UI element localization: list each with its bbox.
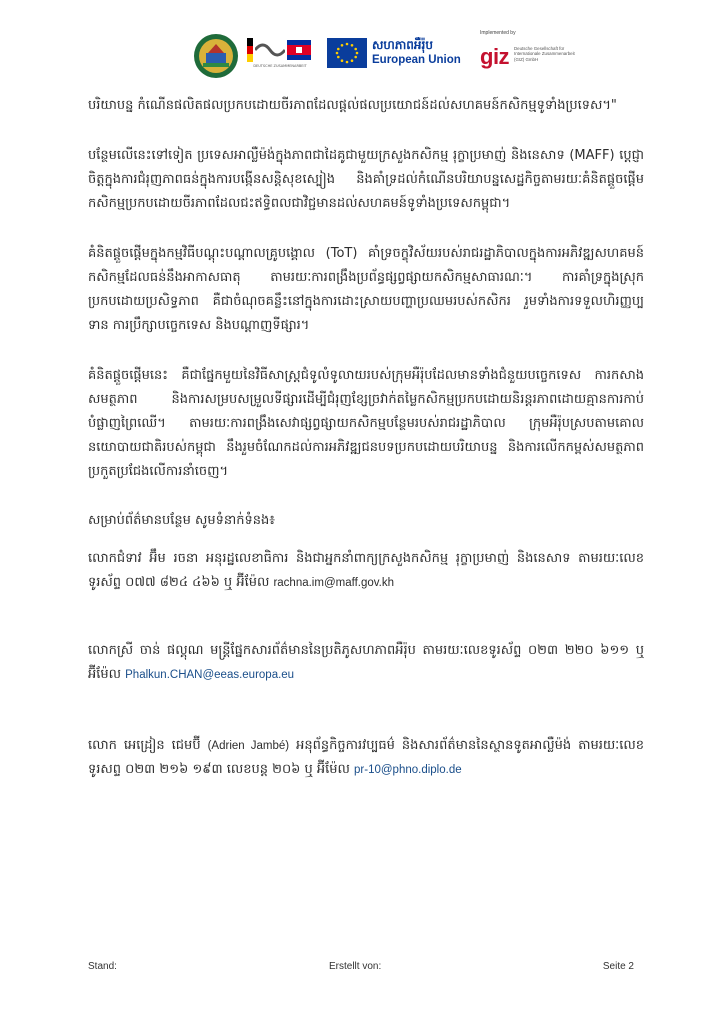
- german-flag-icon: [247, 38, 253, 62]
- paragraph-4: គំនិតផ្ដួចផ្ដើមនេះ គឺជាផ្នែកមួយនៃវិធីសាស្ត្រជំទូលំទូលាយរបស់ក្រុមអឺរ៉ុបដែលមានទាំងជំនួយបច្ចេកទេស ការកសាងសមត្ថភាព និងការសម្របសម្រួលទីផ្សារដើម្បីជំរុញខ្សែច្រវាក់តម្លៃកសិកម្មប្រកបដោយនិរន្តរភាពដោយគ្មានការកាប់បំផ្លាញព្រៃឈើ។ តាមរយៈការពង្រឹងសេវាផ្សព្វផ្សាយកសិកម្មបន្ថែមរបស់រាជរដ្ឋាភិបាល ក្រុមអឺរ៉ុបស្របតាមគោលនយោបាយជាតិរបស់កម្ពុជា នឹងរួមចំណែកដល់ការអភិវឌ្ឍជនបទប្រកបដោយបរិយាបន្ន និងការលើកកម្ពស់សមត្ថភាពប្រកួតប្រជែងលើការនាំចេញ។: [88, 368, 644, 479]
- german-cooperation-text: DEUTSCHE ZUSAMMENARBEIT: [253, 64, 307, 68]
- contact-maff-email[interactable]: rachna.im@maff.gov.kh: [273, 577, 395, 589]
- paragraph-1: បរិយាបន្ន កំណើនផលិតផលប្រកបដោយចីរភាពដែលផ្ដល់ផលប្រយោជន៍ដល់សហគមន៍កសិកម្មទូទាំងប្រទេស។": [88, 98, 617, 113]
- footer-page-number: Seite 2: [602, 961, 634, 972]
- contact-eu-text: លោកស្រី ចាន់ ផល្គុណ មន្ត្រីផ្នែកសារព័ត៌មាននៃប្រតិភូសហភាពអឺរ៉ុប តាមរយៈលេខទូរស័ព្ទ ០២៣ ២២០ ៦១១ ឬ អ៊ីម៉ែល: [88, 643, 644, 682]
- contact-heading: សម្រាប់ព័ត៌មានបន្ថែម សូមទំនាក់ទំនង៖: [88, 513, 276, 528]
- contact-eu-email-link[interactable]: Phalkun.CHAN@eeas.europa.eu: [125, 669, 295, 681]
- contact-maff: [88, 547, 644, 595]
- contact-eu: [88, 639, 644, 687]
- footer-erstellt: Erstellt von:: [329, 961, 382, 972]
- eu-logo-text: [372, 38, 472, 67]
- contact-embassy-email-link[interactable]: pr-10@phno.diplo.de: [354, 764, 462, 776]
- eu-flag-icon: [327, 38, 367, 68]
- ministry-emblem-icon: [193, 33, 239, 79]
- press-release-body: [88, 94, 644, 782]
- eu-name-english: European Union: [372, 54, 461, 66]
- footer-stand: Stand:: [88, 961, 117, 972]
- contact-embassy: [88, 734, 644, 782]
- header-logos: [193, 30, 583, 80]
- contact-maff-text: លោកជំទាវ អ៊ឹម រចនា អនុរដ្ឋលេខាធិការ និងជាអ្នកនាំពាក្យក្រសួងកសិកម្ម រុក្ខាប្រមាញ់ និងនេសាទ តាមរយៈលេខទូរស័ព្ទ ០៧៧ ៨២៤ ៤៦៦ ឬ អ៊ីម៉ែល: [88, 551, 644, 590]
- contact-embassy-latin-name: (Adrien Jambé): [207, 740, 290, 752]
- eu-name-khmer: សហភាពអឺរ៉ុប: [372, 38, 433, 52]
- paragraph-3: គំនិតផ្ដួចផ្ដើមក្នុងកម្មវិធីបណ្ដុះបណ្ដាលគ្រូបង្គោល (ToT) គាំទ្រចក្ខុវិស័យរបស់រាជរដ្ឋាភិបាលក្នុងការអភិវឌ្ឍសហគមន៍កសិកម្មដែលធន់នឹងអាកាសធាតុ តាមរយៈការពង្រឹងប្រព័ន្ធផ្សព្វផ្សាយកសិកម្មសាធារណៈ។ ការគាំទ្រក្នុងស្រុកប្រកបដោយប្រសិទ្ធភាព គឺជាចំណុចគន្លឹះនៅក្នុងការដោះស្រាយបញ្ហាប្រឈមរបស់កសិករ រួមទាំងការទទួលហិរញ្ញប្បទាន ការប្រឹក្សាបច្ចេកទេស និងបណ្ដាញទីផ្សារ។: [88, 246, 644, 333]
- giz-implemented-by: Implemented by: [480, 30, 516, 36]
- german-cooperation-logo: [247, 34, 313, 78]
- ribbon-icon: [255, 40, 285, 60]
- giz-org-name: Deutsche Gesellschaft für Internationale Zusammenarbeit (GIZ) GmbH: [514, 46, 575, 62]
- paragraph-2: បន្ថែមលើនេះទៅទៀត ប្រទេសអាល្លឺម៉ង់ក្នុងភាពជាដៃគូជាមួយក្រសួងកសិកម្ម រុក្ខាប្រមាញ់ និងនេសាទ (MAFF) ប្ដេជ្ញាចិត្តក្នុងការជំរុញភាពធន់ក្នុងការបង្កើនសន្តិសុខស្បៀង និងគាំទ្រដល់កំណើនបរិយាបន្នសេដ្ឋកិច្ចតាមរយៈគំនិតផ្ដួចផ្ដើមកសិកម្មប្រកបដោយចីរភាពដែលជះឥទ្ធិពលជាវិជ្ជមានដល់សហគមន៍ទូទាំងប្រទេសកម្ពុជា។: [88, 148, 644, 211]
- contact-embassy-text-b: អនុព័ន្ធកិច្ចការវប្បធម៌ និងសារព័ត៌មាននៃស្ថានទូតអាល្លឺម៉ង់ តាមរយៈលេខទូរសព្ទ ០២៣ ២១៦ ១៩៣ លេខបន្ត ២០៦ ឬ អ៊ីម៉ែល: [88, 738, 644, 777]
- giz-logo: [480, 30, 580, 80]
- contact-embassy-text-a: លោក អេដ្រៀន ជេមប៊ី: [88, 738, 208, 753]
- page-footer: [88, 961, 634, 977]
- cambodia-flag-icon: [287, 40, 311, 60]
- giz-wordmark: giz: [480, 44, 510, 69]
